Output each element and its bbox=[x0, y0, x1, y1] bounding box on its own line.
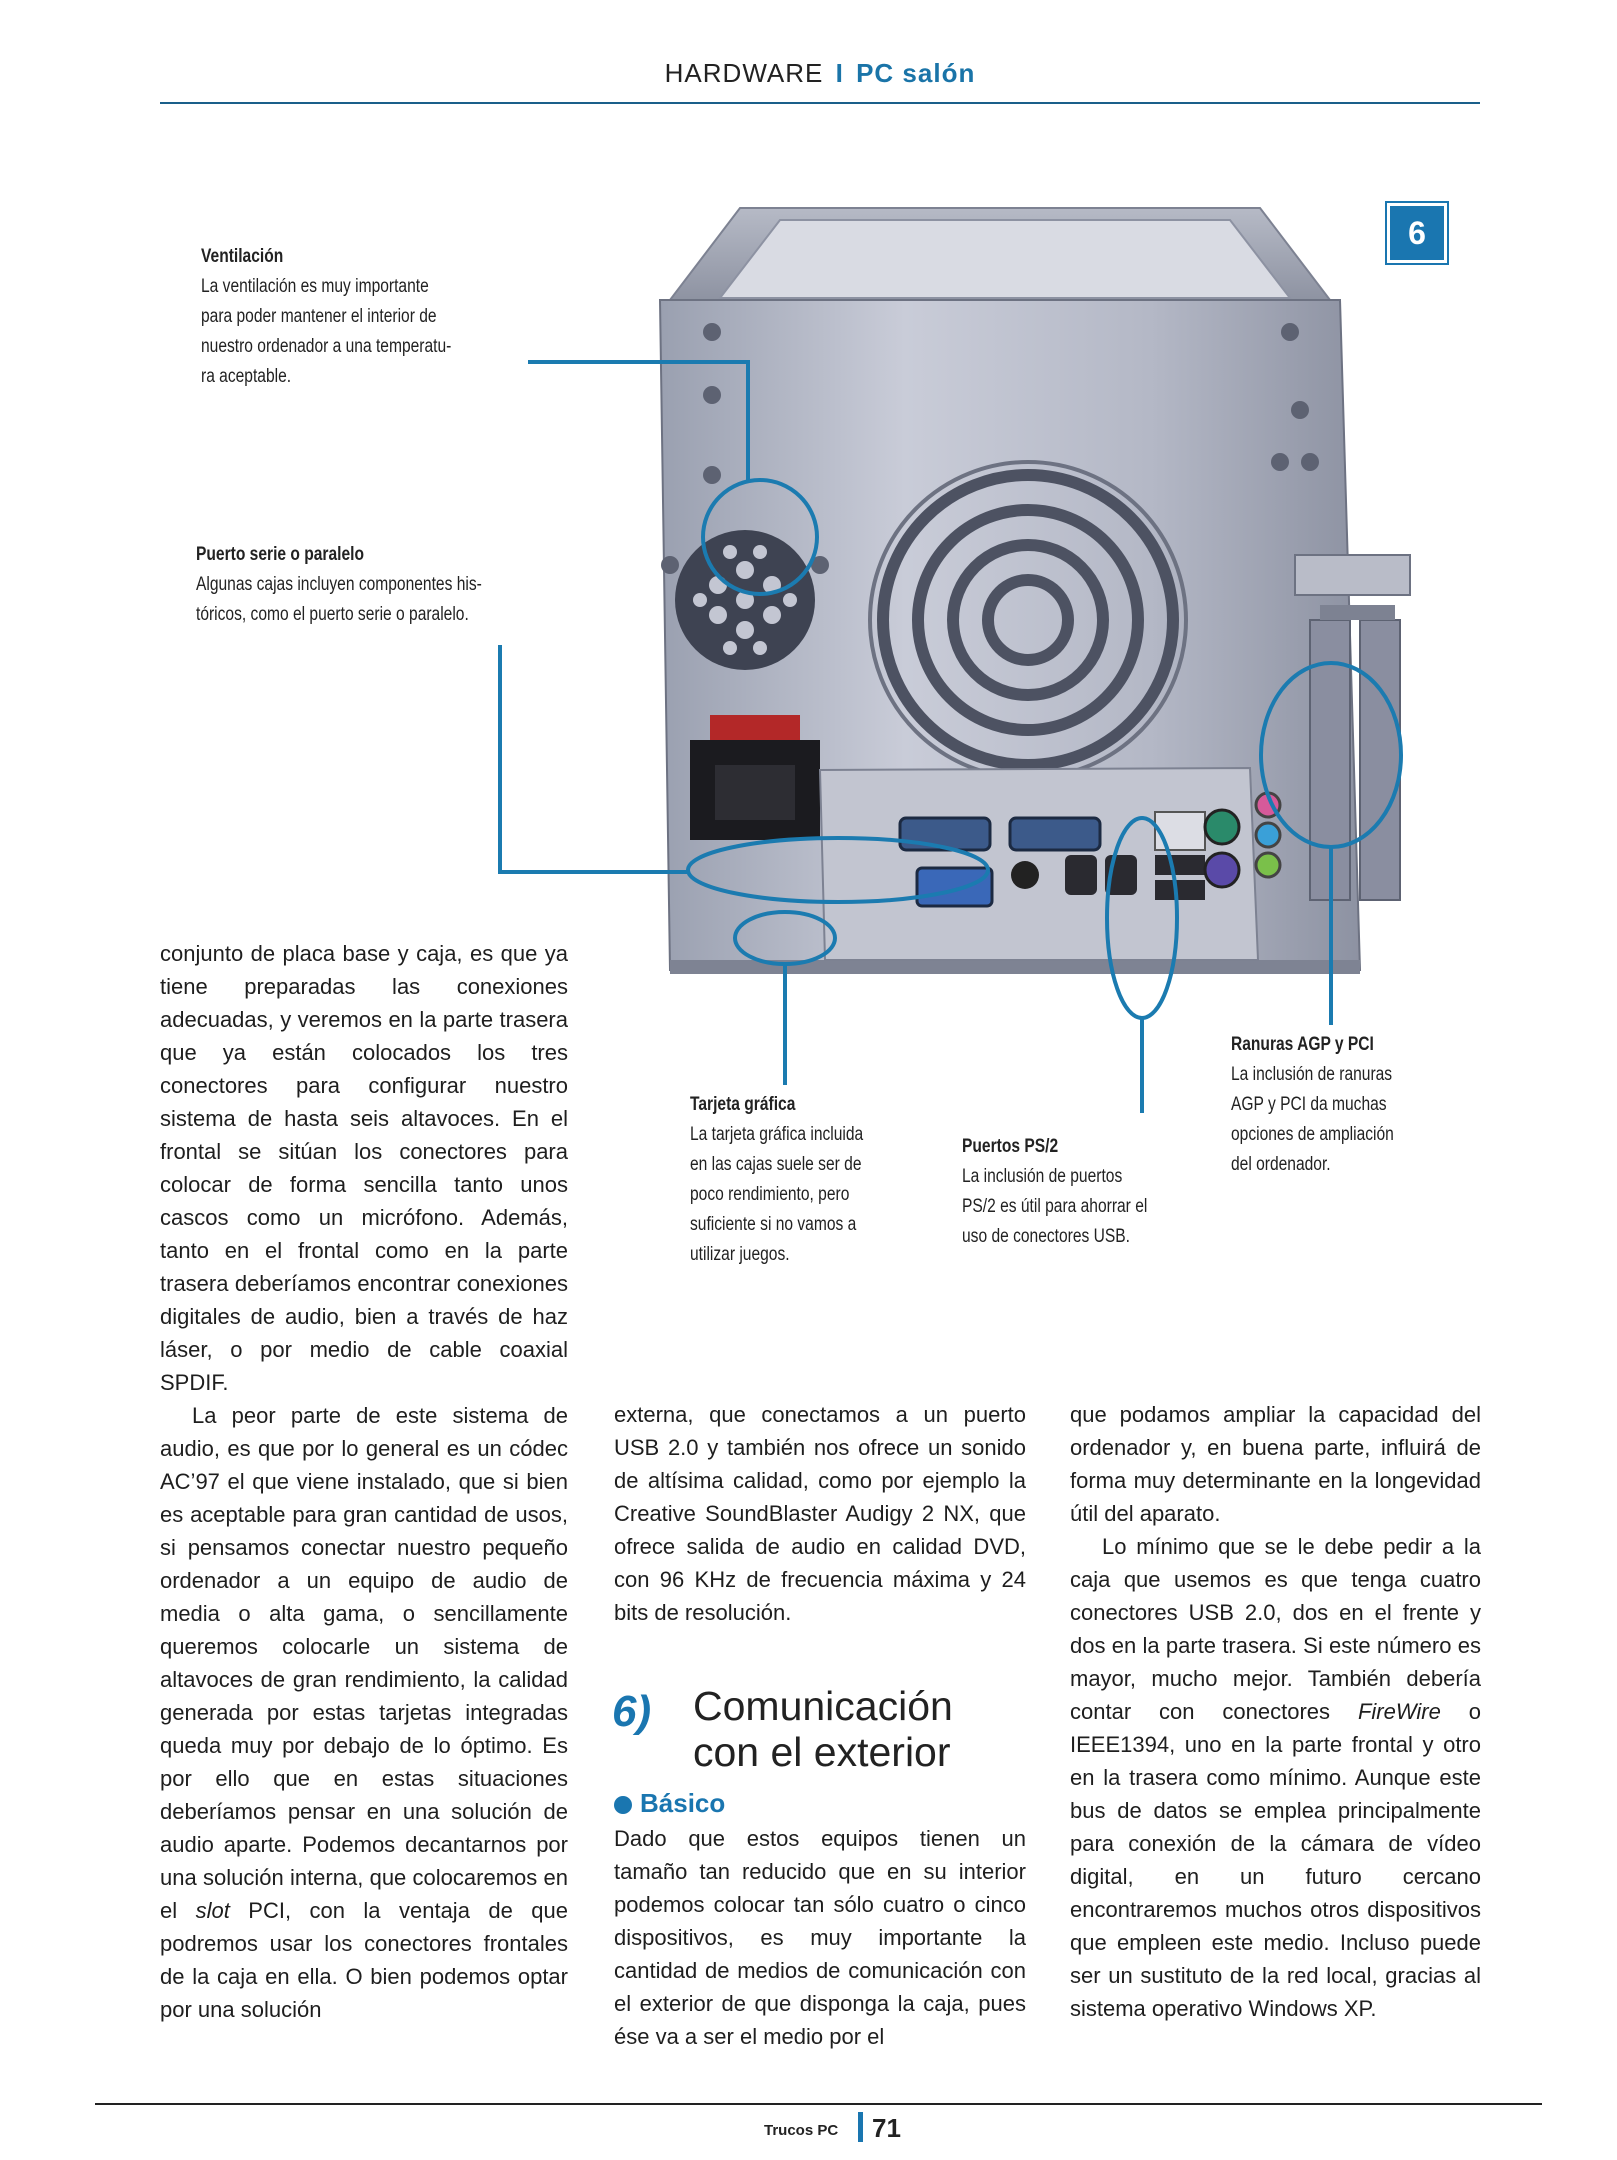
section-level-label: Básico bbox=[640, 1788, 726, 1818]
level-dot-icon bbox=[614, 1796, 632, 1814]
col1-text: La peor parte de este sistema de audio, es que por lo general es un códec AC’97 el que viene instalado, que si bien es aceptable para gran cantidad de usos, si pensamos conectar nuestro pequeño ordenador a un equipo de audio de media o alta gama, o sencillamente queremos colocarle un sistema de altavoces de gran rendimiento, la calidad generada por estas tarjetas integradas queda muy por debajo de lo óptimo. Es por ello que en estas situaciones deberíamos pensar en una solución de audio aparte. Podemos decantarnos por una solución interna, que colocaremos en el bbox=[160, 1403, 568, 1923]
callout-ranuras-line: AGP y PCI da muchas bbox=[1231, 1094, 1387, 1115]
header-separator: I bbox=[835, 58, 844, 88]
callout-ventilacion-title: Ventilación bbox=[201, 246, 284, 267]
body-column-2-bottom bbox=[614, 1822, 1026, 2053]
callout-puertos-ps2 bbox=[962, 1132, 1147, 1252]
running-header bbox=[160, 58, 1480, 89]
section-title bbox=[693, 1683, 953, 1775]
footer-brand: Trucos PC bbox=[764, 2122, 839, 2139]
col2-paragraph: Dado que estos equipos tienen un tamaño tan reducido que en su interior podemos colocar tan sólo cuatro o cinco dispositivos, es muy importante la cantidad de medios de comunicación con el exterior de que disponga la caja, pues ése va a ser el medio por el bbox=[614, 1826, 1026, 2049]
section-title-line: Comunicación bbox=[693, 1683, 953, 1729]
section-level bbox=[614, 1788, 725, 1819]
col2-paragraph: externa, que conectamos a un puerto USB 2.0 y también nos ofrece un sonido de altísima calidad, como por ejemplo la Creative SoundBlaster Audigy 2 NX, que ofrece salida de audio en calidad DVD, con 96 KHz de frecuencia máxima y 24 bits de resolución. bbox=[614, 1402, 1026, 1625]
header-subsection: PC salón bbox=[856, 58, 976, 88]
callout-puertos-ps2-line: uso de conectores USB. bbox=[962, 1226, 1131, 1247]
callout-ventilacion-line: para poder mantener el interior de bbox=[201, 306, 437, 327]
callout-puertos-ps2-line: La inclusión de puertos bbox=[962, 1166, 1123, 1187]
callout-ventilacion-line: nuestro ordenador a una temperatu- bbox=[201, 336, 452, 357]
col1-paragraph bbox=[160, 1399, 568, 2026]
col3-text: o IEEE1394, uno en la parte frontal y otro en la trasera como mínimo. Aunque este bus de datos se emplea principalmente para conexión de la cámara de vídeo digital, en un futuro cercano encontraremos muchos otros dispositivos que empleen este medio. Incluso puede ser un sustituto de la red local, gracias al sistema operativo Windows XP. bbox=[1070, 1699, 1481, 2021]
col1-text: PCI, con la ventaja de que podremos usar los conectores frontales de la caja en ella. O bien podemos optar por una solución bbox=[160, 1898, 568, 2022]
callout-ranuras-line: opciones de ampliación bbox=[1231, 1124, 1394, 1145]
callout-ranuras-title: Ranuras AGP y PCI bbox=[1231, 1034, 1374, 1055]
col3-text: Lo mínimo que se le debe pedir a la caja que usemos es que tenga cuatro conectores USB 2.0, dos en el frente y dos en la parte trasera. Si este número es mayor, mucho mejor. También debería contar con conectores bbox=[1070, 1534, 1481, 1724]
page-number: 71 bbox=[872, 2113, 901, 2143]
callout-ventilacion-line: ra aceptable. bbox=[201, 366, 292, 387]
footer-rule bbox=[95, 2103, 1542, 2105]
callout-tarjeta-grafica-line: suficiente si no vamos a bbox=[690, 1214, 857, 1235]
callout-puerto-serie-title: Puerto serie o paralelo bbox=[196, 544, 364, 565]
col3-paragraph bbox=[1070, 1530, 1481, 2025]
callout-puerto-serie bbox=[196, 540, 482, 630]
footer-bar bbox=[858, 2112, 863, 2142]
section-title-line: con el exterior bbox=[693, 1729, 951, 1775]
pc-case-rear-illustration bbox=[630, 200, 1420, 980]
callout-ranuras-line: del ordenador. bbox=[1231, 1154, 1331, 1175]
col1-paragraph: conjunto de placa base y caja, es que ya tiene preparadas las conexiones adecuadas, y veremos en la parte trasera que ya están colocados los tres conectores para configurar nuestro sistema de hasta seis altavoces. En el frontal se sitúan los conectores para colocar de forma sencilla tanto unos cascos como un micrófono. Además, tanto en el frontal como en la parte trasera deberíamos encontrar conexiones digitales de audio, bien a través de haz láser, o por medio de cable coaxial SPDIF. bbox=[160, 941, 568, 1395]
callout-puertos-ps2-title: Puertos PS/2 bbox=[962, 1136, 1059, 1157]
callout-ventilacion-line: La ventilación es muy importante bbox=[201, 276, 429, 297]
header-rule bbox=[160, 102, 1480, 104]
callout-tarjeta-grafica-line: en las cajas suele ser de bbox=[690, 1154, 862, 1175]
callout-ranuras-line: La inclusión de ranuras bbox=[1231, 1064, 1393, 1085]
callout-ventilacion bbox=[201, 242, 451, 392]
callout-puerto-serie-line: tóricos, como el puerto serie o paralelo. bbox=[196, 604, 469, 625]
callout-tarjeta-grafica-line: poco rendimiento, pero bbox=[690, 1184, 850, 1205]
col1-emphasis: slot bbox=[195, 1898, 230, 1923]
callout-ranuras bbox=[1231, 1030, 1394, 1180]
callout-puerto-serie-line: Algunas cajas incluyen componentes his- bbox=[196, 574, 482, 595]
header-section: HARDWARE bbox=[664, 58, 824, 88]
callout-tarjeta-grafica-line: utilizar juegos. bbox=[690, 1244, 790, 1265]
col3-emphasis: FireWire bbox=[1357, 1699, 1441, 1724]
col3-paragraph: que podamos ampliar la capacidad del ordenador y, en buena parte, influirá de forma muy determinante en la longevidad útil del aparato. bbox=[1070, 1402, 1481, 1526]
callout-puertos-ps2-line: PS/2 es útil para ahorrar el bbox=[962, 1196, 1148, 1217]
body-column-3 bbox=[1070, 1398, 1481, 2025]
callout-tarjeta-grafica-title: Tarjeta gráfica bbox=[690, 1094, 796, 1115]
section-number: 6) bbox=[612, 1687, 652, 1736]
callout-tarjeta-grafica bbox=[690, 1090, 863, 1270]
figure-badge: 6 bbox=[1387, 203, 1447, 263]
body-column-1 bbox=[160, 937, 568, 2026]
body-column-2-top bbox=[614, 1398, 1026, 1629]
callout-tarjeta-grafica-line: La tarjeta gráfica incluida bbox=[690, 1124, 864, 1145]
